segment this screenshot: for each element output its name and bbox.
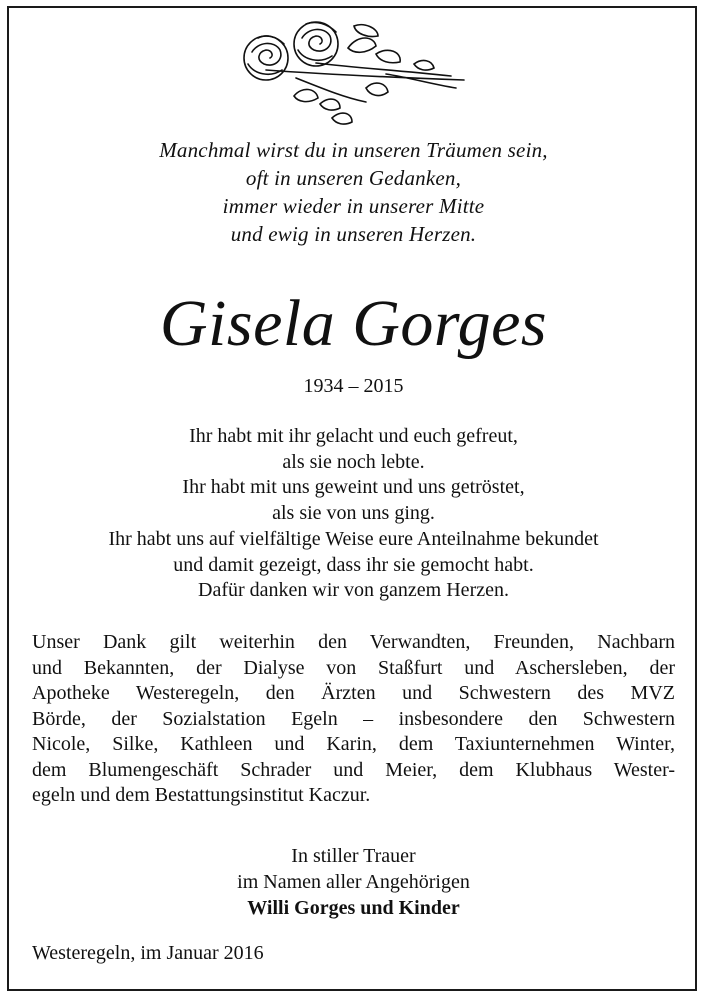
poem-line: oft in unseren Gedanken, — [245, 166, 462, 190]
thanks-paragraph — [32, 630, 675, 809]
mourning-line: In stiller Trauer — [291, 845, 416, 867]
verse-line: Ihr habt mit uns geweint und uns getröstet, — [182, 476, 525, 499]
verse-line: Ihr habt mit ihr gelacht und euch gefreut, — [189, 425, 518, 447]
signature: Willi Gorges und Kinder — [247, 897, 460, 919]
memorial-poem — [0, 136, 707, 248]
thanks-line: Unser Dank gilt weiterhin den Verwandten, Freunden, Nachbarn — [32, 631, 675, 653]
thanks-line: egeln und dem Bestattungsinstitut Kaczur. — [32, 784, 371, 806]
verse-line: Ihr habt uns auf vielfältige Weise eure Anteilnahme bekundet — [108, 527, 599, 550]
roses-icon — [236, 18, 468, 130]
poem-line: und ewig in unseren Herzen. — [230, 222, 477, 246]
poem-line: immer wieder in unserer Mitte — [222, 194, 485, 218]
verse-line: als sie von uns ging. — [272, 502, 435, 525]
life-years: 1934 – 2015 — [303, 375, 404, 397]
deceased-name: Gisela Gorges — [159, 287, 548, 360]
gratitude-verse — [0, 424, 707, 604]
thanks-line: Apotheke Westeregeln, den Ärzten und Schwestern des MVZ — [32, 682, 675, 704]
verse-line: als sie noch lebte. — [282, 450, 425, 473]
mourning-line: im Namen aller Angehörigen — [237, 871, 470, 893]
thanks-line: Nicole, Silke, Kathleen und Karin, dem Taxiunternehmen Winter, — [32, 733, 675, 755]
verse-line: Dafür danken wir von ganzem Herzen. — [198, 579, 509, 602]
thanks-line: Börde, der Sozialstation Egeln – insbesondere den Schwestern — [32, 707, 675, 730]
poem-line: Manchmal wirst du in unseren Träumen sein, — [159, 138, 548, 162]
mourning-signoff — [0, 843, 707, 921]
thanks-line: dem Blumengeschäft Schrader und Meier, dem Klubhaus Wester- — [32, 758, 675, 781]
place-date: Westeregeln, im Januar 2016 — [32, 942, 264, 964]
thanks-line: und Bekannten, der Dialyse von Staßfurt und Aschersleben, der — [32, 656, 675, 679]
verse-line: und damit gezeigt, dass ihr sie gemocht habt. — [173, 553, 534, 576]
